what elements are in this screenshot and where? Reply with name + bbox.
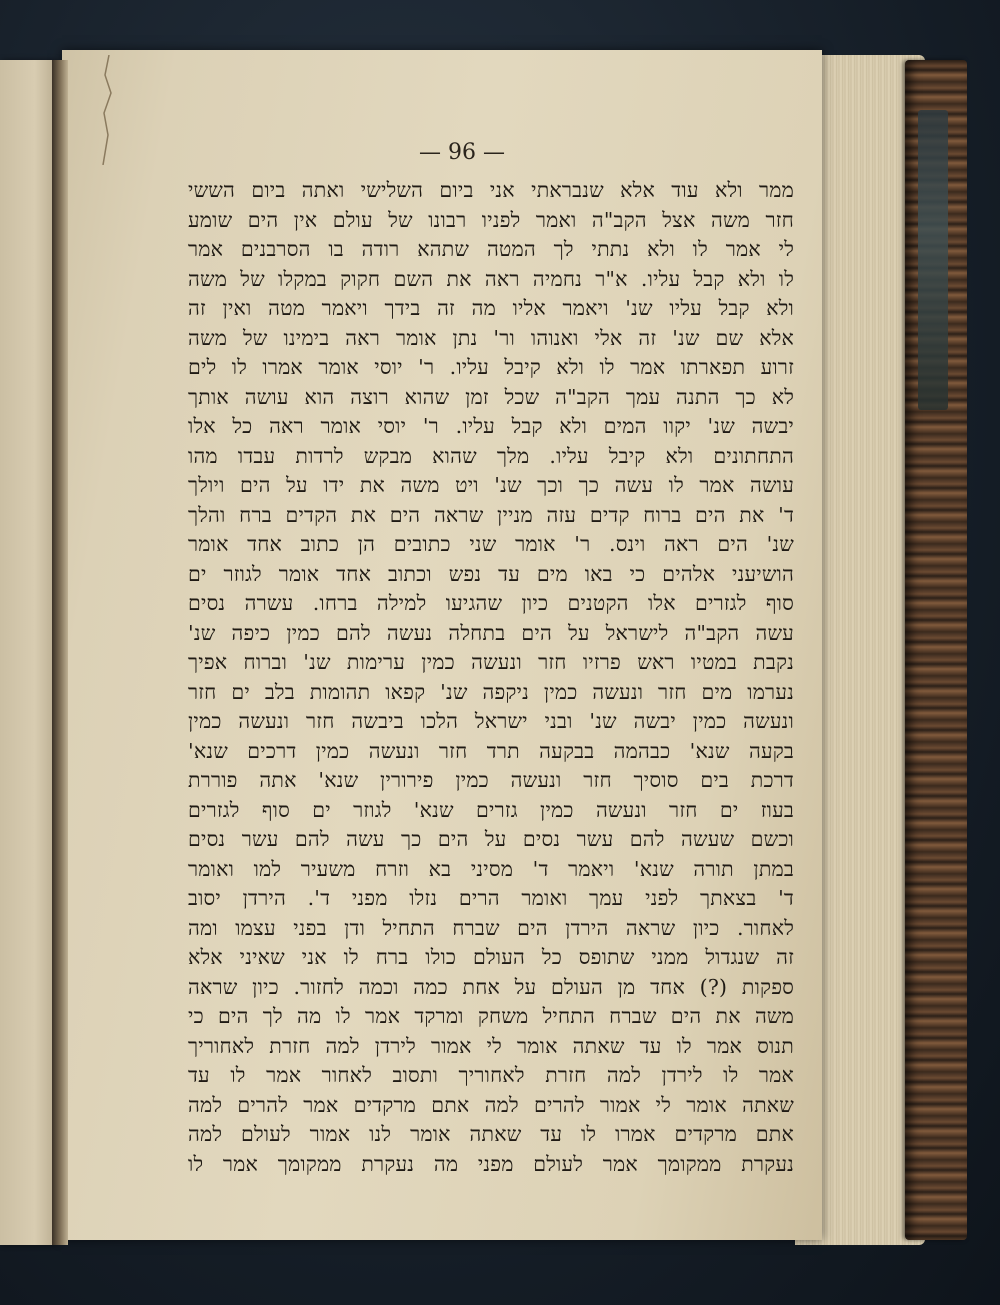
text-line: תנוס אמר לו עד שאתה אומר לי אמור לירדן למה חזרת לאחוריך — [188, 1033, 794, 1058]
page-number: — 96 — — [419, 140, 505, 165]
text-line: משה את הים שברח התחיל משחק ומרקד אמר לו מה לך הים כי — [188, 1004, 794, 1028]
hebrew-text-block — [188, 176, 794, 1179]
text-line: במתן תורה שנא' ויאמר ד' מסיני בא וזרח משעיר למו ואומר — [188, 856, 794, 881]
text-line: בעוז ים חזר ונעשה כמין גזרים שנא' לגוזר ים סוף לגזרים — [188, 797, 794, 822]
text-line: ספקות (?) אחד מן העולם על אחת כמה וכמה לחזור. כיון שראה — [188, 974, 794, 999]
text-line: שנ' הים ראה וינס. ר' אומר שני כתובים הן כתוב אחד אומר — [188, 532, 794, 556]
text-line: וכשם שעשה להם עשר נסים על הים כך עשה להם עשר נסים — [188, 827, 794, 851]
text-line: לי אמר לו ולא נתתי לך המטה שתהא רודה בו הסרבנים אמר — [188, 237, 794, 261]
text-line: התחתונים ולא קיבל עליו. מלך שהוא מבקש לרדות עבדו מהו — [188, 443, 794, 468]
text-line: חזר משה אצל הקב"ה ואמר לפניו רבונו של עולם אין הים שומע — [188, 207, 794, 232]
text-line: עושה אמר לו עשה כך וכך שנ' ויט משה את ידו על הים ויולך — [188, 473, 794, 497]
text-line: דרכת בים סוסיך חזר ונעשה כמין פירורין שנא' אתה פוררת — [188, 768, 794, 792]
text-line: לאחור. כיון שראה הירדן הים שברח התחיל ודן בפני עצמו ומה — [188, 915, 794, 940]
text-line: לא כך התנה עמך הקב"ה שכל זמן שהוא רוצה הוא עושה אותך — [188, 384, 794, 409]
text-line: ד' את הים ברוח קדים עזה מניין שראה הים את הקדים ברח והלך — [188, 502, 794, 527]
text-line: אמר לו לירדן למה חזרת לאחוריך ותסוב לאחור אמר לו עד — [188, 1063, 794, 1087]
text-line: נערמו מים חזר ונעשה כמין ניקפה שנ' קפאו תהומות בלב ים חזר — [188, 679, 794, 704]
text-line: ולא קבל עליו שנ' ויאמר אליו מה זה בידך ויאמר מטה ואין זה — [188, 296, 794, 320]
text-line: ד' בצאתך לפני עמך ואומר הרים נזלו מפני ד'. הירדן יסוב — [188, 886, 794, 910]
text-line: לו ולא קבל עליו. א"ר נחמיה ראה את השם חקוק במקלו של משה — [188, 266, 794, 291]
text-line: אתם מרקדים אמרו לו עד שאתה אומר לנו אמור לעולם למה — [188, 1122, 794, 1146]
text-line: הושיעני אלהים כי באו מים עד נפש וכתוב אחד אומר לגוזר ים — [188, 561, 794, 586]
text-line: ונעשה כמין יבשה שנ' ובני ישראל הלכו ביבשה חזר ונעשה כמין — [188, 709, 794, 733]
spine-cloth-patch — [918, 110, 948, 410]
text-line: בקעה שנא' כבהמה בבקעה תרד חזר ונעשה כמין דרכים שנא' — [188, 738, 794, 763]
text-line: אלא שם שנ' זה אלי ואנוהו ור' נתן אומר ראה בימינו של משה — [188, 325, 794, 350]
book-page — [62, 50, 822, 1240]
book-gutter — [52, 60, 68, 1245]
text-line: זה שנגדול ממני שתופס כל העולם כולו ברח לו אני שאיני אלא — [188, 945, 794, 969]
page-tear-mark — [95, 55, 117, 165]
text-line: שאתה אומר לי אמור להרים למה אתם מרקדים אמר להרים למה — [188, 1092, 794, 1117]
text-line: ממר ולא עוד אלא שנבראתי אני ביום השלישי ואתה ביום הששי — [188, 178, 794, 202]
text-line: נקבת במטיו ראש פרזיו חזר ונעשה כמין ערימות שנ' וברוח אפיך — [188, 650, 794, 674]
left-page-edge — [0, 60, 58, 1245]
text-line: עשה הקב"ה לישראל על הים בתחלה נעשה להם כמין כיפה שנ' — [188, 620, 794, 645]
text-line: יבשה שנ' יקוו המים ולא קבל עליו. ר' יוסי אומר ראה כל אלו — [188, 414, 794, 438]
text-line: זרוע תפארתו אמר לו ולא קיבל עליו. ר' יוסי אומר אמרו לו לים — [188, 355, 794, 379]
text-line: סוף לגזרים אלו הקטנים כיון שהגיעו למילה ברחו. עשרה נסים — [188, 591, 794, 615]
text-line: נעקרת ממקומך אמר לעולם מפני מה נעקרת ממקומך אמר לו — [188, 1151, 794, 1176]
